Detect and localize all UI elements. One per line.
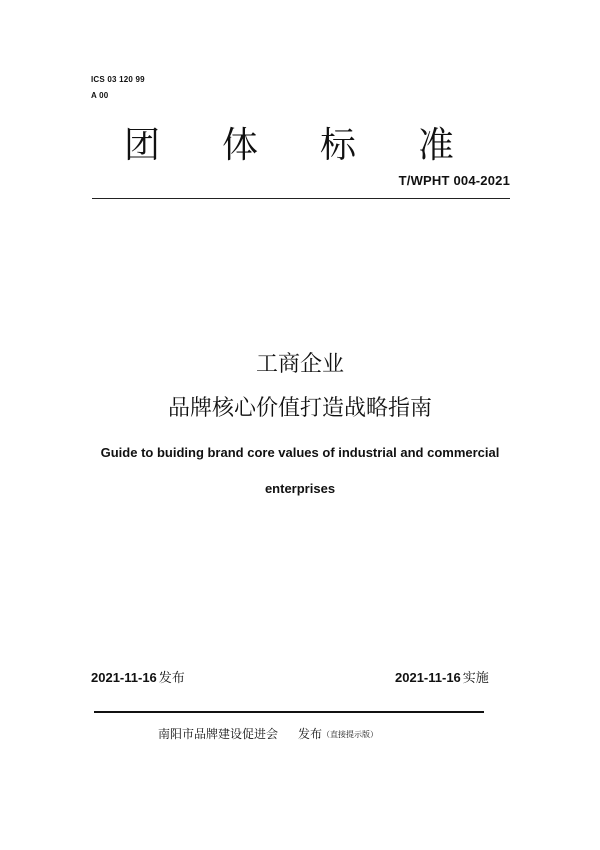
standard-number: T/WPHT 004-2021	[398, 173, 510, 188]
effective-label: 实施	[462, 671, 489, 686]
heading-char: 团	[124, 125, 161, 166]
effective-date-block	[395, 667, 489, 686]
english-title-line-2: enterprises	[264, 481, 336, 496]
ics-code: ICS 03 120 99	[91, 75, 145, 84]
publisher-line	[158, 727, 378, 743]
classification-code: A 00	[91, 91, 109, 100]
publisher-note: （直接提示版）	[322, 730, 379, 739]
document-title-line-2: 品牌核心价值打造战略指南	[167, 396, 432, 421]
english-title-line-1: Guide to buiding brand core values of industrial and commercial	[100, 445, 500, 460]
release-date: 2021-11-16	[91, 670, 157, 685]
header-divider	[92, 198, 510, 199]
release-date-block	[91, 667, 185, 686]
footer-divider	[94, 711, 484, 713]
heading-char: 体	[221, 125, 258, 166]
document-title-line-1: 工商企业	[255, 352, 344, 377]
heading-char: 准	[417, 125, 454, 166]
effective-date: 2021-11-16	[395, 670, 461, 685]
main-heading	[124, 118, 454, 174]
release-label: 发布	[158, 671, 185, 686]
publisher-action: 发布	[298, 727, 323, 741]
publisher-name: 南阳市品牌建设促进会	[158, 727, 279, 741]
heading-char: 标	[319, 125, 356, 166]
